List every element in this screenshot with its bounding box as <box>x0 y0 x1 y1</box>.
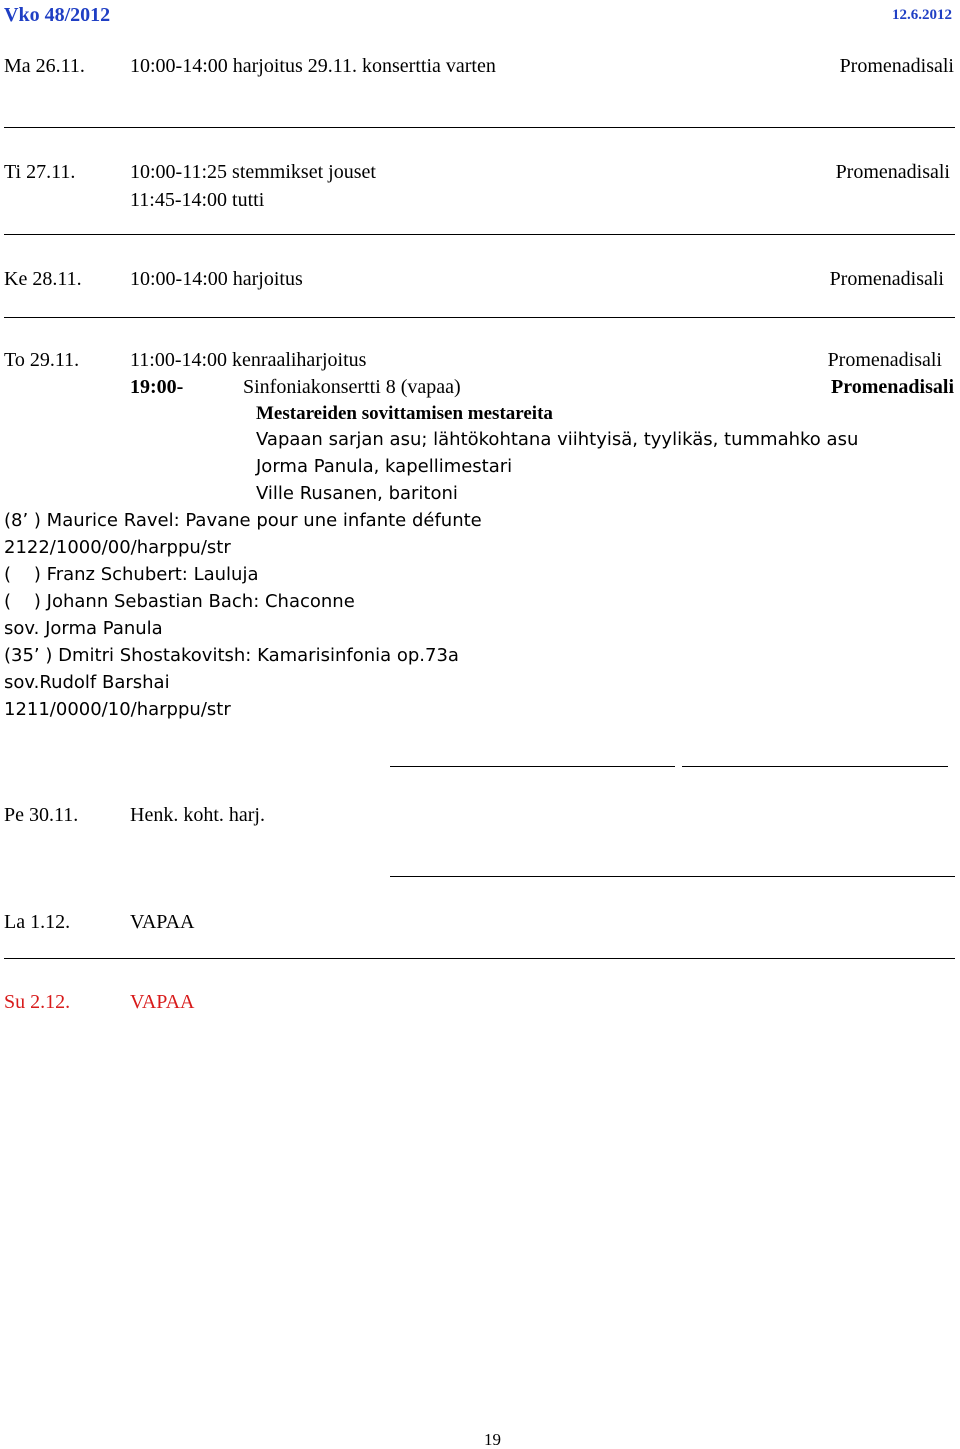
divider <box>4 234 955 235</box>
day-label-sun: Su 2.12. <box>4 991 71 1013</box>
venue-thu: Promenadisali <box>827 349 942 371</box>
schedule-text-sun: VAPAA <box>130 991 195 1013</box>
day-label-mon: Ma 26.11. <box>4 55 85 77</box>
program-line: sov. Jorma Panula <box>4 618 163 639</box>
document-date: 12.6.2012 <box>892 7 952 23</box>
program-line: ( ) Franz Schubert: Lauluja <box>4 564 259 585</box>
concert-title: Sinfoniakonsertti 8 (vapaa) <box>243 376 461 398</box>
conductor: Jorma Panula, kapellimestari <box>256 456 513 477</box>
program-line: 1211/0000/10/harppu/str <box>4 699 231 720</box>
program-line: ( ) Johann Sebastian Bach: Chaconne <box>4 591 355 612</box>
schedule-text-tue-2: 11:45-14:00 tutti <box>130 189 265 211</box>
concert-venue: Promenadisali <box>831 376 954 398</box>
schedule-text-wed: 10:00-14:00 harjoitus <box>130 268 303 290</box>
divider <box>682 766 948 767</box>
day-label-fri: Pe 30.11. <box>4 804 79 826</box>
schedule-text-mon: 10:00-14:00 harjoitus 29.11. konserttia varten <box>130 55 496 77</box>
schedule-text-thu: 11:00-14:00 kenraaliharjoitus <box>130 349 367 371</box>
program-line: 2122/1000/00/harppu/str <box>4 537 231 558</box>
schedule-text-sat: VAPAA <box>130 911 195 933</box>
divider <box>390 876 955 877</box>
divider <box>390 766 675 767</box>
divider <box>4 127 955 128</box>
day-label-tue: Ti 27.11. <box>4 161 76 183</box>
program-line: sov.Rudolf Barshai <box>4 672 170 693</box>
divider <box>4 317 955 318</box>
concert-name: Mestareiden sovittamisen mestareita <box>256 403 553 424</box>
day-label-wed: Ke 28.11. <box>4 268 82 290</box>
soloist: Ville Rusanen, baritoni <box>256 483 458 504</box>
venue-wed: Promenadisali <box>829 268 944 290</box>
dress-code: Vapaan sarjan asu; lähtökohtana viihtyisä, tyylikäs, tummahko asu <box>256 429 859 450</box>
schedule-text-fri: Henk. koht. harj. <box>130 804 265 826</box>
day-label-sat: La 1.12. <box>4 911 71 933</box>
venue-tue: Promenadisali <box>835 161 950 183</box>
page-number: 19 <box>484 1430 501 1449</box>
venue-mon: Promenadisali <box>839 55 954 77</box>
schedule-text-tue-1: 10:00-11:25 stemmikset jouset <box>130 161 376 183</box>
divider <box>4 958 955 959</box>
week-title: Vko 48/2012 <box>4 4 111 26</box>
program-line: (8’ ) Maurice Ravel: Pavane pour une infante défunte <box>4 510 482 531</box>
program-line: (35’ ) Dmitri Shostakovitsh: Kamarisinfonia op.73a <box>4 645 459 666</box>
concert-time: 19:00- <box>130 376 184 398</box>
day-label-thu: To 29.11. <box>4 349 80 371</box>
